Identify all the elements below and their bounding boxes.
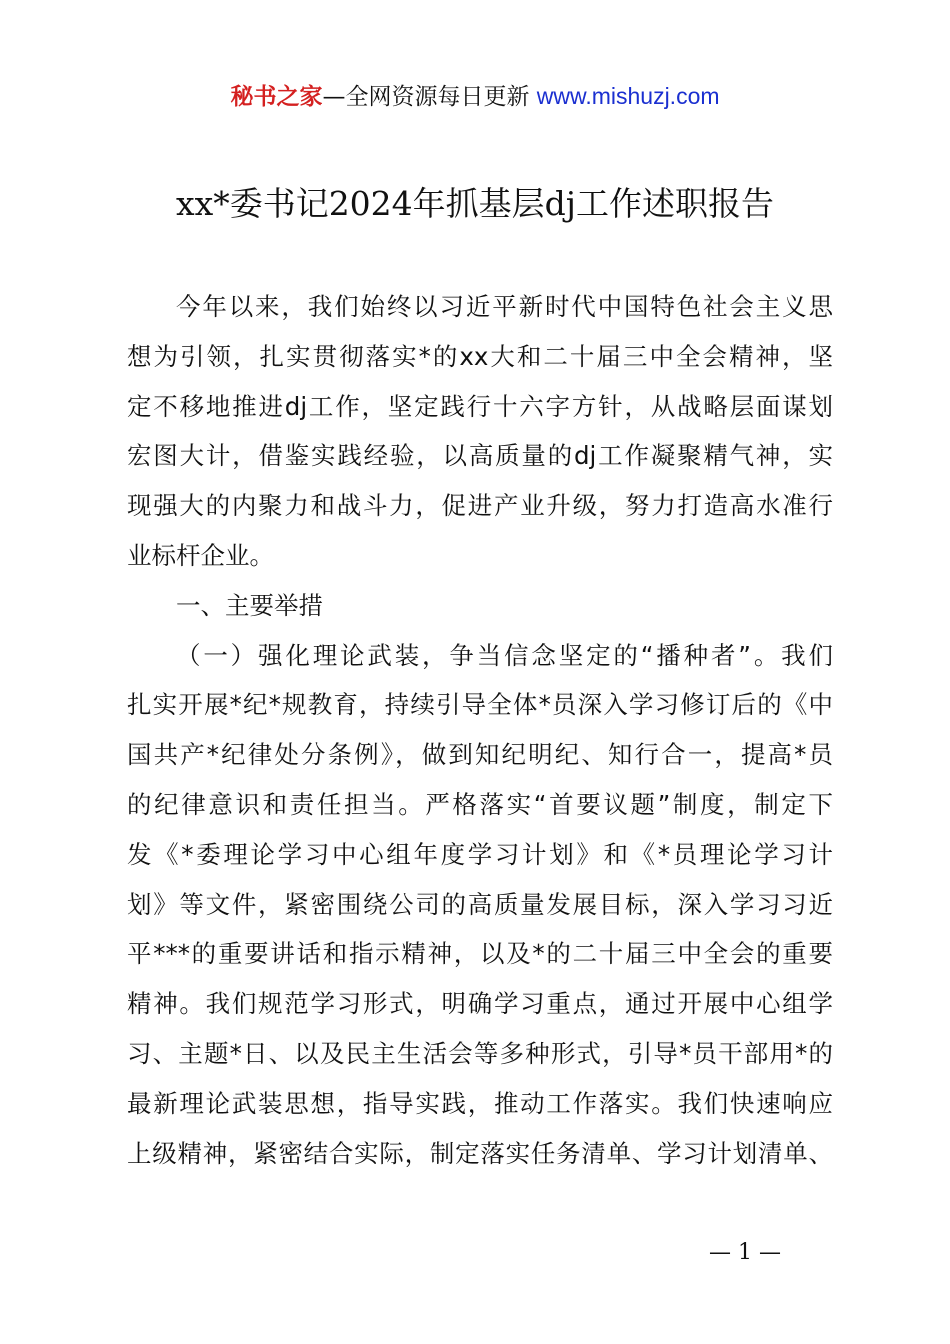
body-line: 划》等文件，紧密围绕公司的高质量发展目标，深入学习习近 <box>127 889 833 919</box>
body-line: 宏图大计，借鉴实践经验，以高质量的dj工作凝聚精气神，实 <box>127 441 833 471</box>
section-heading: 一、主要举措 <box>176 590 323 620</box>
body-line: 扎实开展*纪*规教育，持续引导全体*员深入学习修订后的《中 <box>127 690 833 720</box>
document-title: xx*委书记2024年抓基层dj工作述职报告 <box>175 184 775 223</box>
body-line: （一）强化理论武装，争当信念坚定的“播种者”。我们 <box>176 640 833 670</box>
body-line: 最新理论武装思想，指导实践，推动工作落实。我们快速响应 <box>127 1088 833 1118</box>
body-line: 平***的重要讲话和指示精神，以及*的二十届三中全会的重要 <box>127 939 833 969</box>
site-url-link[interactable]: www.mishuzj.com <box>536 83 720 109</box>
body-line: 习、主题*日、以及民主生活会等多种形式，引导*员干部用*的 <box>127 1038 833 1068</box>
header-slogan: —全网资源每日更新 <box>322 84 537 110</box>
body-line: 发《*委理论学习中心组年度学习计划》和《*员理论学习计 <box>127 839 833 869</box>
body-line: 上级精神，紧密结合实际，制定落实任务清单、学习计划清单、 <box>127 1138 833 1168</box>
header-banner <box>0 80 950 113</box>
body-line: 的纪律意识和责任担当。严格落实“首要议题”制度，制定下 <box>127 789 833 819</box>
body-line: 国共产*纪律处分条例》，做到知纪明纪、知行合一，提高*员 <box>127 740 833 770</box>
body-line: 定不移地推进dj工作，坚定践行十六字方针，从战略层面谋划 <box>127 391 833 421</box>
page-number: — 1 — <box>709 1240 781 1265</box>
body-line: 想为引领，扎实贯彻落实*的xx大和二十届三中全会精神，坚 <box>127 341 833 371</box>
body-line: 精神。我们规范学习形式，明确学习重点，通过开展中心组学 <box>127 989 833 1019</box>
body-line: 今年以来，我们始终以习近平新时代中国特色社会主义思 <box>176 292 833 321</box>
document-body <box>127 282 833 1178</box>
body-line: 业标杆企业。 <box>127 540 274 570</box>
brand-name: 秘书之家 <box>230 84 323 110</box>
body-line: 现强大的内聚力和战斗力，促进产业升级，努力打造高水准行 <box>127 491 833 521</box>
